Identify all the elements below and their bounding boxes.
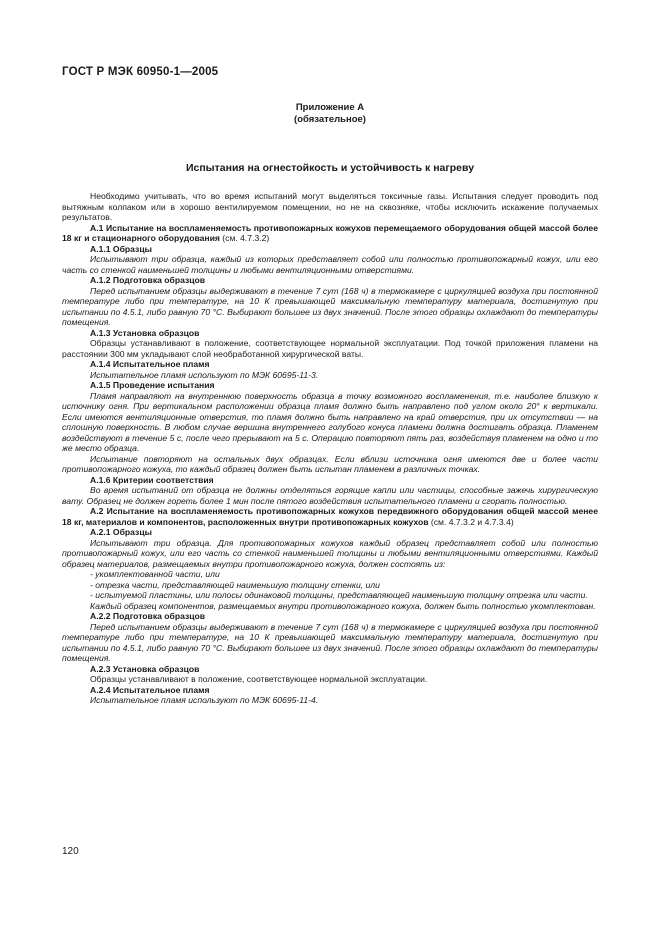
page-number: 120 xyxy=(62,846,79,857)
section-a1-title-text: А.1 Испытание на воспламеняемость противопожарных кожухов перемещаемого оборудования общей массой более 18 кг и стационарного оборудования xyxy=(62,222,598,243)
section-a2-title-text: А.2 Испытание на воспламеняемость противопожарных кожухов передвижного оборудования общей массой менее 18 кг, материалов и компонентов, расположенных внутри противопожарных кожухов xyxy=(62,506,598,527)
section-a16-text: Во время испытаний от образца не должны отделяться горящие капли или частицы, способные зажечь хирургическую вату. Образец не должен гореть более 1 мин после пятого воздействия испытательного пламени и сгорать полностью. xyxy=(62,485,598,506)
section-a2-title xyxy=(62,506,598,527)
section-a14-text: Испытательное пламя используют по МЭК 60695-11-3. xyxy=(90,369,319,380)
section-a15-text-1: Пламя направляют на внутреннюю поверхность образца в точку возможного воспламенения, т.е. наиболее близкую к источнику огня. При вертикальном расположении образца пламя должно быть направлено под углом около 20° к вертикали. Если имеются вентиляционные отверстия, то пламя должно быть направлено на край отверстия, при их отсутствии — на сплошную поверхность. В любом случае вершина внутреннего голубого конуса пламени должна достигать образца. Пламенем воздействуют в течение 5 с, после чего прерывают на 5 с. Операцию повторяют пять раз, воздействуя пламенем на одно и то же место образца. xyxy=(62,390,598,453)
section-a2-ref: (см. 4.7.3.2 и 4.7.3.4) xyxy=(430,516,514,527)
section-a15-heading: А.1.5 Проведение испытания xyxy=(90,380,215,390)
section-a23-heading: А.2.3 Установка образцов xyxy=(90,663,200,674)
section-a12-text: Перед испытанием образцы выдерживают в течение 7 сут (168 ч) в термокамере с циркуляцией воздуха при постоянной температуре либо при температуре, на 10 К превышающей максимальную температуру материала, достигнутую при испытании по 4.5.1, либо равную 70 °С. Выбирают большее из двух значений. После этого образцы охлаждают до температуры помещения. xyxy=(62,285,598,327)
section-a21-text: Испытывают три образца. Для противопожарных кожухов каждый образец представляет собой или полностью противопожарный кожух, или его часть со стенкой наименьшей толщины и любыми вентиляционными отверстиями. Каждый образец материалов, размещаемых внутри противопожарного кожуха, должен состоять из: xyxy=(62,537,598,569)
section-a21-list-item: - укомплектованной части, или xyxy=(90,569,220,579)
section-a21-list-item: - испытуемой пластины, или полосы одинаковой толщины, представляющей наименьшую толщину отрезка или части. xyxy=(90,590,588,600)
section-a22-text: Перед испытанием образцы выдерживают в течение 7 сут (168 ч) в термокамере с циркуляцией воздуха при постоянной температуре либо при температуре, на 10 К превышающей максимальную температуру материала, достигнутую при испытании по 4.5.1, либо равную 70 °С. Выбирают большее из двух значений. После этого образцы охлаждают до температуры помещения. xyxy=(62,621,598,663)
standard-designation: ГОСТ Р МЭК 60950-1—2005 xyxy=(62,66,219,78)
section-a11-heading: А.1.1 Образцы xyxy=(90,243,152,254)
section-a13-heading: А.1.3 Установка образцов xyxy=(90,327,200,338)
annex-heading: Испытания на огнестойкость и устойчивость к нагреву xyxy=(185,162,475,174)
document-page xyxy=(62,66,598,706)
section-a21-heading: А.2.1 Образцы xyxy=(90,527,152,537)
section-a16-heading: А.1.6 Критерии соответствия xyxy=(90,474,214,485)
annex-label xyxy=(62,102,598,126)
section-a23-text: Образцы устанавливают в положение, соответствующее нормальной эксплуатации. xyxy=(90,674,428,684)
section-a24-text: Испытательное пламя используют по МЭК 60695-11-4. xyxy=(90,695,319,705)
section-a12-heading: А.1.2 Подготовка образцов xyxy=(90,275,206,285)
section-a22-heading: А.2.2 Подготовка образцов xyxy=(90,611,206,621)
section-a21-text-2: Каждый образец компонентов, размещаемых внутри противопожарного кожуха, должен быть полностью укомплектован. xyxy=(90,600,596,611)
section-a1-ref: (см. 4.7.3.2) xyxy=(222,233,270,243)
section-a13-text: Образцы устанавливают в положение, соответствующее нормальной эксплуатации. Под точкой приложения пламени на расстоянии 300 мм укладывают слой необработанной хирургической ваты. xyxy=(62,338,598,359)
section-a21-list-item: - отрезка части, представляющей наименьшую толщину стенки, или xyxy=(90,579,380,590)
section-a1-title xyxy=(62,223,598,244)
annex-title: Приложение А xyxy=(295,102,365,113)
section-a24-heading: А.2.4 Испытательное пламя xyxy=(90,684,210,695)
section-a15-text-2: Испытание повторяют на остальных двух образцах. Если вблизи источника огня имеются две и более части противопожарного кожуха, то каждый образец должен быть испытан пламенем в различных точках. xyxy=(62,453,598,474)
section-a14-heading: А.1.4 Испытательное пламя xyxy=(90,359,210,369)
section-a11-text: Испытывают три образца, каждый из которых представляет собой или полностью противопожарный кожух, или его часть со стенкой наименьшей толщины и любыми вентиляционными отверстиями. xyxy=(62,254,598,275)
intro-paragraph: Необходимо учитывать, что во время испытаний могут выделяться токсичные газы. Испытания следует проводить под вытяжным колпаком или в хорошо вентилируемом помещении, но не на сквозняке, чтобы исключить искажение получаемых результатов. xyxy=(62,191,598,222)
annex-status: (обязательное) xyxy=(294,114,366,125)
